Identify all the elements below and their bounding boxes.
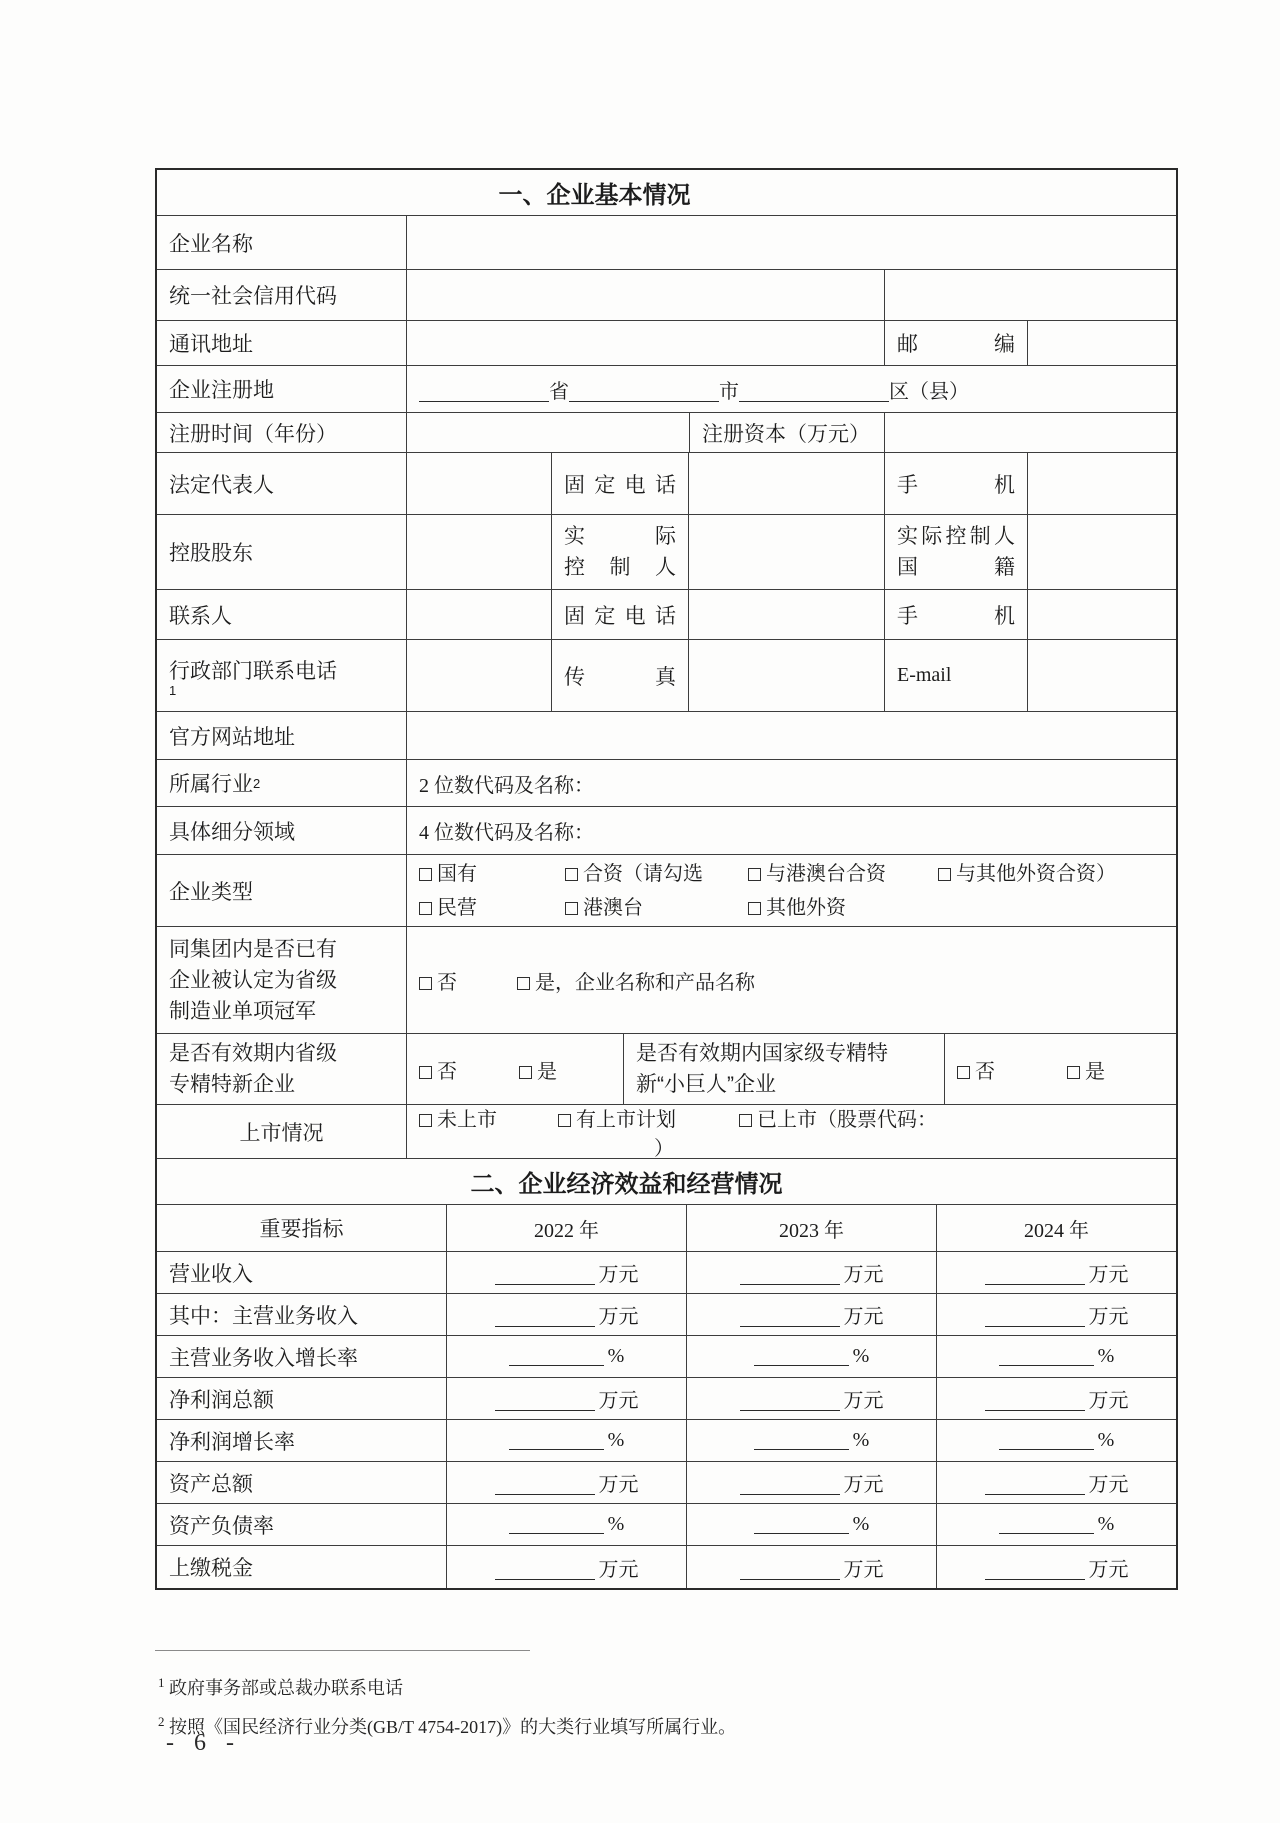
value-blank[interactable] bbox=[495, 1560, 595, 1580]
metric-cell-2022: 万元 bbox=[447, 1294, 687, 1335]
address-label: 通讯地址 bbox=[157, 321, 407, 365]
holding-shareholder-row bbox=[157, 515, 1176, 590]
metric-row-taxes-paid bbox=[157, 1546, 1176, 1588]
province-blank[interactable] bbox=[419, 382, 549, 402]
controller-nationality-label: 实际控制人 国籍 bbox=[885, 515, 1028, 589]
metric-cell-2023: 万元 bbox=[687, 1252, 937, 1293]
value-blank[interactable] bbox=[740, 1560, 840, 1580]
metric-label: 净利润总额 bbox=[157, 1378, 447, 1419]
registration-place-label: 企业注册地 bbox=[157, 366, 407, 412]
uscc-row bbox=[157, 270, 1176, 321]
company-name-label: 企业名称 bbox=[157, 216, 407, 269]
uscc-input[interactable] bbox=[407, 270, 885, 320]
district-blank[interactable] bbox=[739, 382, 889, 402]
address-input[interactable] bbox=[407, 321, 885, 365]
admin-phone-row bbox=[157, 640, 1176, 712]
checkbox-listing-planned[interactable] bbox=[558, 1114, 571, 1127]
group-champion-row bbox=[157, 927, 1176, 1034]
value-blank[interactable] bbox=[999, 1514, 1094, 1534]
footnote-2: $^2$ 按照《国民经济行业分类(GB/T 4754-2017)》的大类行业填写所属行业。 bbox=[158, 1714, 737, 1737]
value-blank[interactable] bbox=[754, 1514, 849, 1534]
checkbox-private[interactable] bbox=[419, 902, 432, 915]
contact-person-label: 联系人 bbox=[157, 590, 407, 639]
mobile-label: 手机 bbox=[885, 453, 1028, 514]
uscc-extra-cell[interactable] bbox=[885, 270, 1176, 320]
metric-cell-2023: 万元 bbox=[687, 1546, 937, 1588]
checkbox-not-listed[interactable] bbox=[419, 1114, 432, 1127]
metrics-header-indicator: 重要指标 bbox=[157, 1205, 447, 1251]
legal-representative-input[interactable] bbox=[407, 453, 552, 514]
metric-cell-2024: % bbox=[937, 1420, 1176, 1461]
fax-label: 传真 bbox=[552, 640, 689, 711]
registration-year-label: 注册时间（年份） bbox=[157, 413, 407, 452]
metric-cell-2024: 万元 bbox=[937, 1462, 1176, 1503]
section1-title: 一、企业基本情况 bbox=[498, 182, 691, 209]
company-name-row bbox=[157, 216, 1176, 270]
value-blank[interactable] bbox=[495, 1265, 595, 1285]
value-blank[interactable] bbox=[509, 1514, 604, 1534]
checkbox-group-champion-yes[interactable] bbox=[517, 977, 530, 990]
fax-input[interactable] bbox=[689, 640, 885, 711]
metric-cell-2024: 万元 bbox=[937, 1294, 1176, 1335]
industry-label: 所属行业 2 bbox=[157, 760, 407, 806]
metric-cell-2024: % bbox=[937, 1336, 1176, 1377]
metric-label: 资产负债率 bbox=[157, 1504, 447, 1545]
metric-row-debt-ratio bbox=[157, 1504, 1176, 1546]
mobile-input[interactable] bbox=[1028, 453, 1176, 514]
address-row bbox=[157, 321, 1176, 366]
metric-cell-2024: % bbox=[937, 1504, 1176, 1545]
province-suffix: 省 bbox=[549, 380, 569, 403]
controller-nationality-input[interactable] bbox=[1028, 515, 1176, 589]
metric-cell-2022: % bbox=[447, 1336, 687, 1377]
metric-cell-2022: 万元 bbox=[447, 1378, 687, 1419]
metric-row-main-revenue-growth bbox=[157, 1336, 1176, 1378]
legal-representative-row bbox=[157, 453, 1176, 515]
city-suffix: 市 bbox=[719, 380, 739, 403]
national-srdi-options: 否 是 bbox=[945, 1034, 1176, 1104]
registration-place-input[interactable] bbox=[407, 366, 1176, 412]
metric-label: 资产总额 bbox=[157, 1462, 447, 1503]
metrics-header-2024: 2024 年 bbox=[1024, 1219, 1089, 1242]
value-blank[interactable] bbox=[754, 1346, 849, 1366]
value-blank[interactable] bbox=[999, 1430, 1094, 1450]
email-label: E-mail bbox=[885, 640, 1028, 711]
footnotes bbox=[158, 1666, 736, 1744]
group-champion-label: 同集团内是否已有 企业被认定为省级 制造业单项冠军 bbox=[157, 927, 407, 1033]
section2-title-row bbox=[157, 1159, 1176, 1205]
contact-landline-label: 固定电话 bbox=[552, 590, 689, 639]
metric-cell-2024: 万元 bbox=[937, 1252, 1176, 1293]
admin-phone-input[interactable] bbox=[407, 640, 552, 711]
value-blank[interactable] bbox=[495, 1475, 595, 1495]
group-champion-options: 否 是，企业名称和产品名称 bbox=[407, 927, 1176, 1033]
legal-representative-label: 法定代表人 bbox=[157, 453, 407, 514]
section1-title-row bbox=[157, 170, 1176, 216]
value-blank[interactable] bbox=[740, 1475, 840, 1495]
listing-status-label: 上市情况 bbox=[157, 1105, 407, 1158]
enterprise-type-row bbox=[157, 855, 1176, 927]
value-blank[interactable] bbox=[509, 1430, 604, 1450]
metric-cell-2023: % bbox=[687, 1504, 937, 1545]
subfield-row bbox=[157, 807, 1176, 855]
page-number: - 6 - bbox=[166, 1730, 241, 1756]
website-input[interactable] bbox=[407, 712, 1176, 759]
actual-controller-label: 实际 控制人 bbox=[552, 515, 689, 589]
industry-input[interactable]: 2 位数代码及名称： bbox=[419, 774, 594, 797]
metric-cell-2023: 万元 bbox=[687, 1462, 937, 1503]
enterprise-form-table bbox=[155, 168, 1178, 1590]
checkbox-listed[interactable] bbox=[739, 1114, 752, 1127]
admin-phone-footnote-marker: 1 bbox=[169, 682, 177, 698]
checkbox-other-foreign-joint-venture[interactable] bbox=[938, 868, 951, 881]
metrics-header-2022: 2022 年 bbox=[447, 1205, 687, 1251]
listing-close-paren: ） bbox=[654, 1137, 674, 1160]
contact-landline-input[interactable] bbox=[689, 590, 885, 639]
checkbox-provincial-srdi-no[interactable] bbox=[419, 1066, 432, 1079]
registration-place-row bbox=[157, 366, 1176, 413]
section2-title-cell bbox=[157, 1159, 1176, 1204]
value-blank[interactable] bbox=[740, 1265, 840, 1285]
admin-phone-label: 行政部门联系电话 1 bbox=[157, 640, 407, 711]
actual-controller-input[interactable] bbox=[689, 515, 885, 589]
holding-shareholder-input[interactable] bbox=[407, 515, 552, 589]
srdi-row bbox=[157, 1034, 1176, 1105]
metric-label: 其中：主营业务收入 bbox=[157, 1294, 447, 1335]
section1-title-cell bbox=[157, 170, 1176, 215]
metric-cell-2023: % bbox=[687, 1336, 937, 1377]
value-blank[interactable] bbox=[985, 1391, 1085, 1411]
metric-row-total-assets bbox=[157, 1462, 1176, 1504]
value-blank[interactable] bbox=[985, 1307, 1085, 1327]
contact-person-row bbox=[157, 590, 1176, 640]
contact-mobile-label: 手机 bbox=[885, 590, 1028, 639]
metric-cell-2023: 万元 bbox=[687, 1378, 937, 1419]
industry-row bbox=[157, 760, 1176, 807]
value-blank[interactable] bbox=[740, 1391, 840, 1411]
metric-label: 主营业务收入增长率 bbox=[157, 1336, 447, 1377]
email-input[interactable] bbox=[1028, 640, 1176, 711]
checkbox-state-owned[interactable] bbox=[419, 868, 432, 881]
value-blank[interactable] bbox=[985, 1475, 1085, 1495]
metrics-header-row bbox=[157, 1205, 1176, 1252]
checkbox-national-srdi-yes[interactable] bbox=[1067, 1066, 1080, 1079]
metric-cell-2022: 万元 bbox=[447, 1462, 687, 1503]
checkbox-group-champion-no[interactable] bbox=[419, 977, 432, 990]
value-blank[interactable] bbox=[740, 1307, 840, 1327]
checkbox-other-foreign[interactable] bbox=[748, 902, 761, 915]
registered-capital-label: 注册资本（万元） bbox=[690, 413, 885, 452]
website-label: 官方网站地址 bbox=[157, 712, 407, 759]
checkbox-provincial-srdi-yes[interactable] bbox=[519, 1066, 532, 1079]
postal-code-input[interactable] bbox=[1028, 321, 1176, 365]
metric-cell-2023: 万元 bbox=[687, 1294, 937, 1335]
metric-label: 营业收入 bbox=[157, 1252, 447, 1293]
listing-status-row bbox=[157, 1105, 1176, 1159]
metric-row-main-revenue bbox=[157, 1294, 1176, 1336]
registration-year-input[interactable] bbox=[407, 413, 690, 452]
national-srdi-label: 是否有效期内国家级专精特 新“小巨人”企业 bbox=[624, 1034, 945, 1104]
city-blank[interactable] bbox=[569, 382, 719, 402]
checkbox-joint-venture[interactable] bbox=[565, 868, 578, 881]
postal-code-label: 邮编 bbox=[885, 321, 1028, 365]
listing-status-options: 未上市 有上市计划 已上市（股票代码： ） bbox=[407, 1105, 1176, 1158]
metric-cell-2024: 万元 bbox=[937, 1378, 1176, 1419]
value-blank[interactable] bbox=[999, 1346, 1094, 1366]
metric-cell-2022: % bbox=[447, 1504, 687, 1545]
metrics-header-2023: 2023 年 bbox=[687, 1205, 937, 1251]
metric-cell-2023: % bbox=[687, 1420, 937, 1461]
industry-footnote-marker: 2 bbox=[253, 775, 261, 791]
registration-time-row bbox=[157, 413, 1176, 453]
value-blank[interactable] bbox=[754, 1430, 849, 1450]
value-blank[interactable] bbox=[509, 1346, 604, 1366]
section2-title: 二、企业经济效益和经营情况 bbox=[470, 1171, 783, 1198]
metric-row-net-profit bbox=[157, 1378, 1176, 1420]
metric-row-net-profit-growth bbox=[157, 1420, 1176, 1462]
uscc-label: 统一社会信用代码 bbox=[157, 270, 407, 320]
enterprise-type-options: 国有 合资（请勾选 与港澳台合资 与其他外资合资） 民营 港澳台 其他外资 bbox=[407, 855, 1176, 926]
holding-shareholder-label: 控股股东 bbox=[157, 515, 407, 589]
checkbox-national-srdi-no[interactable] bbox=[957, 1066, 970, 1079]
metric-cell-2024: 万元 bbox=[937, 1546, 1176, 1588]
footnote-divider bbox=[155, 1650, 530, 1651]
value-blank[interactable] bbox=[495, 1307, 595, 1327]
contact-person-input[interactable] bbox=[407, 590, 552, 639]
checkbox-hmt[interactable] bbox=[565, 902, 578, 915]
company-name-input[interactable] bbox=[407, 216, 1176, 269]
metric-row-revenue bbox=[157, 1252, 1176, 1294]
checkbox-hmt-joint-venture[interactable] bbox=[748, 868, 761, 881]
metric-label: 净利润增长率 bbox=[157, 1420, 447, 1461]
landline-input[interactable] bbox=[689, 453, 885, 514]
metric-cell-2022: 万元 bbox=[447, 1546, 687, 1588]
metric-cell-2022: 万元 bbox=[447, 1252, 687, 1293]
subfield-input[interactable]: 4 位数代码及名称： bbox=[419, 822, 594, 844]
footnote-1: $^1$ 政府事务部或总裁办联系电话 bbox=[158, 1675, 403, 1698]
registered-capital-input[interactable] bbox=[885, 413, 1176, 452]
metric-label: 上缴税金 bbox=[157, 1546, 447, 1588]
enterprise-type-label: 企业类型 bbox=[157, 855, 407, 926]
value-blank[interactable] bbox=[985, 1265, 1085, 1285]
landline-label: 固定电话 bbox=[552, 453, 689, 514]
website-row bbox=[157, 712, 1176, 760]
district-suffix: 区（县） bbox=[889, 380, 969, 403]
provincial-srdi-options: 否 是 bbox=[407, 1034, 624, 1104]
subfield-label: 具体细分领域 bbox=[157, 807, 407, 854]
value-blank[interactable] bbox=[985, 1560, 1085, 1580]
provincial-srdi-label: 是否有效期内省级 专精特新企业 bbox=[157, 1034, 407, 1104]
value-blank[interactable] bbox=[495, 1391, 595, 1411]
contact-mobile-input[interactable] bbox=[1028, 590, 1176, 639]
metric-cell-2022: % bbox=[447, 1420, 687, 1461]
